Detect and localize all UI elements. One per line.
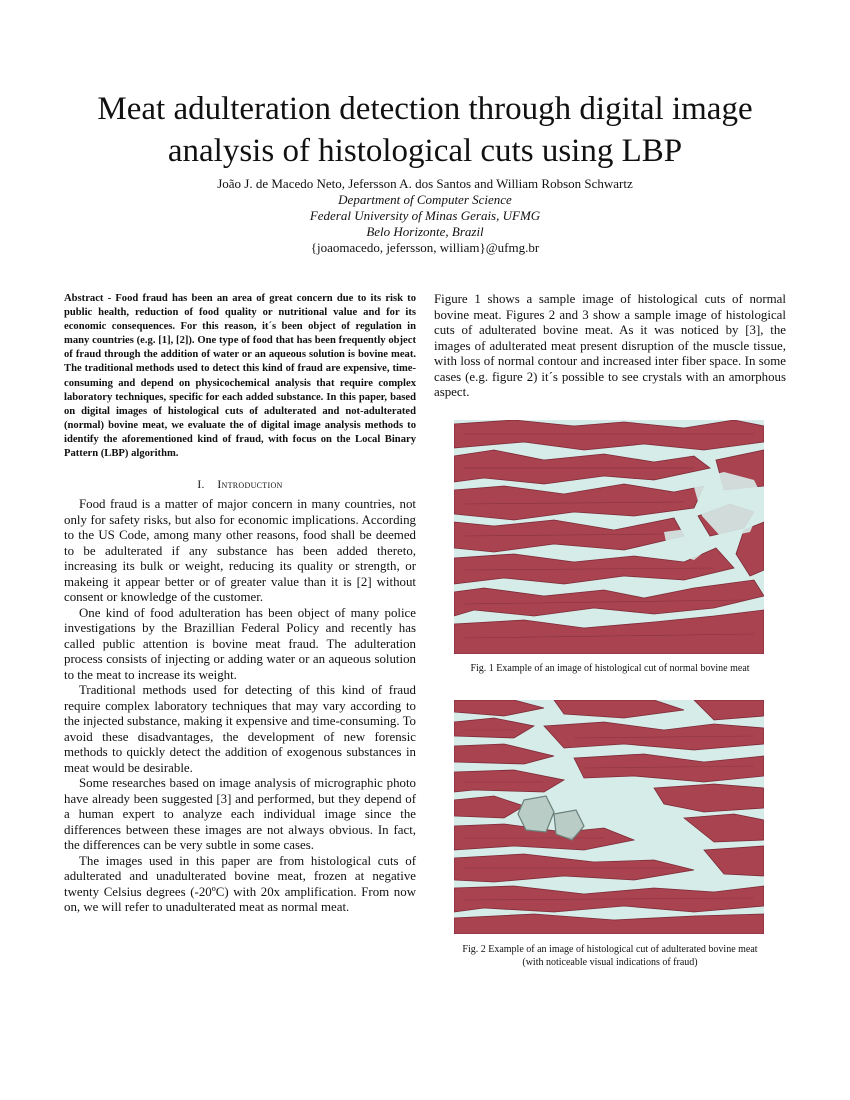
figure-1-image — [454, 420, 764, 654]
section-number: I. — [197, 479, 205, 492]
author-block — [60, 176, 790, 256]
city: Belo Horizonte, Brazil — [366, 224, 484, 239]
section-heading — [64, 479, 416, 491]
right-column — [434, 292, 786, 401]
paper-title: Meat adulteration detection through digital image analysis of histological cuts using LBP — [97, 91, 753, 169]
left-column — [64, 292, 416, 916]
figure-1-caption: Fig. 1 Example of an image of histological cut of normal bovine meat — [470, 663, 750, 674]
section-title: Introduction — [217, 479, 283, 492]
figure-2-caption — [434, 943, 786, 969]
university: Federal University of Minas Gerais, UFMG — [309, 208, 541, 223]
intro-paragraph-3: Traditional methods used for detecting of this kind of fraud require complex laboratory techniques that may vary according to the injected substance, making it expensive and time-consuming. To avoid these disadvantages, the development of new forensic methods to quickly detect the addition of exogenous substances in meat would be desirable. — [64, 683, 416, 775]
abstract: Abstract - Food fraud has been an area of great concern due to its risk to public health, reduction of food quality or nutritional value and for its economic consequences. For this reason, it´s been object of regulation in many countries (e.g. [1], [2]). One type of food that has been frequently object of fraud through the addition of water or an aqueous solution is bovine meat. The traditional methods used to detect this kind of fraud are expensive, time-consuming and depend on physicochemical analysis that require complex laboratory techniques, specific for each added substance. In this paper, based on digital images of histological cuts of adulterated and not-adulterated (normal) bovine meat, we evaluate the of digital image analysis methods to identify the aforementioned kind of fraud, with focus on the Local Binary Pattern (LBP) algorithm. — [64, 293, 416, 460]
figure-2-image — [454, 700, 764, 934]
figure-description-paragraph: Figure 1 shows a sample image of histological cuts of normal bovine meat. Figures 2 and 3 show a sample image of histological cuts of adulterated bovine meat. As it was noticed by [3], the images of adulterated meat present disruption of the muscle tissue, with loss of normal contour and increased inter fiber space. In some cases (e.g. figure 2) it´s possible to see crystals with an amorphous aspect. — [434, 292, 786, 399]
email: {joaomacedo, jefersson, william}@ufmg.br — [310, 240, 540, 255]
figure-2-caption-line-1: Fig. 2 Example of an image of histological cut of adulterated bovine meat — [462, 944, 758, 955]
figure-2-caption-line-2: (with noticeable visual indications of fraud) — [522, 957, 698, 968]
intro-paragraph-1: Food fraud is a matter of major concern in many countries, not only for safety risks, but also for economic implications. According to the US Code, among many other reasons, food shall be deemed to be adulterated if any substance has been added thereto, increasing its bulk or weight, reducing its quality or strength, or makeing it appear better or of greater value than it is [2] without consent or knowledge of the customer. — [64, 497, 416, 605]
intro-paragraph-2: One kind of food adulteration has been object of many police investigations by the Brazillian Federal Policy and recently has called public attention is bovine meat fraud. The adulteration process consists of injecting or adding water or an aqueous solution to the meat to increase its weight. — [64, 605, 416, 682]
intro-paragraph-5: The images used in this paper are from histological cuts of adulterated and unadulterated bovine meat, frozen at negative twenty Celsius degrees (-20ºC) with 20x amplification. From now on, we will refer to unadulterated meat as normal meat. — [64, 853, 416, 915]
intro-paragraph-4: Some researches based on image analysis of micrographic photo have already been suggested [3] and performed, but they depend of a human expert to analyze each individual image since the differences between these images are not always obvious. In fact, the differences can be very subtle in some cases. — [64, 776, 416, 853]
author-names: João J. de Macedo Neto, Jefersson A. dos Santos and William Robson Schwartz — [217, 176, 633, 191]
department: Department of Computer Science — [338, 192, 512, 207]
